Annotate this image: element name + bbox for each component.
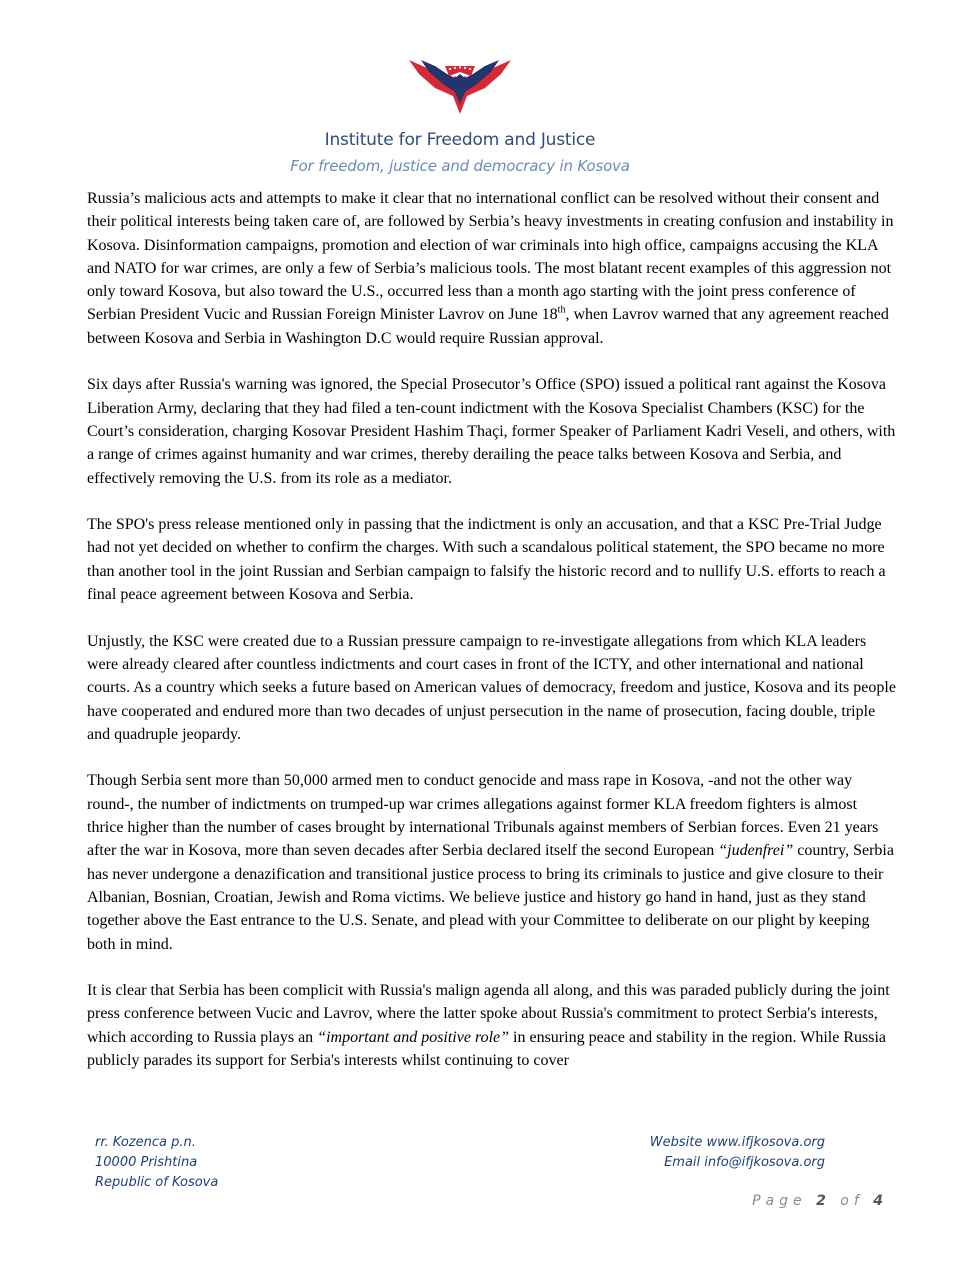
letter-body	[87, 187, 897, 1096]
paragraph-5	[87, 769, 897, 955]
page-current: 2	[816, 1193, 831, 1209]
paragraph-2: Six days after Russia's warning was ignored, the Special Prosecutor’s Office (SPO) issued a political rant against the Kosova Liberation Army, declaring that they had filed a ten-count indictment with the Kosova Specialist Chambers (KSC) for the Court’s consideration, charging Kosovar President Hashim Thaçi, former Speaker of Parliament Kadri Veseli, and others, with a range of crimes against humanity and war crimes, thereby derailing the peace talks between Kosova and Serbia, and effectively removing the U.S. from its role as a mediator.	[87, 376, 896, 487]
footer-address	[95, 1133, 218, 1193]
address-line-1: rr. Kozenca p.n.	[95, 1135, 196, 1150]
paragraph-5-quote: “judenfrei”	[718, 842, 794, 860]
paragraph-5-text-cont: country, Serbia has never undergone a denazification and transitional justice process to bring its criminals to justice and give closure to their Albanian, Bosnian, Croatian, Jewish and Roma victims. We believe justice and history go hand in hand, just as they stand together above the East entrance to the U.S. Senate, and plead with your Committee to deliberate on our plight by keeping both in mind.	[87, 842, 894, 953]
paragraph-3: The SPO's press release mentioned only in passing that the indictment is only an accusation, and that a KSC Pre-Trial Judge had not yet decided on whether to confirm the charges. With such a scandalous political statement, the SPO became no more than another tool in the joint Russian and Serbian campaign to falsify the historic record and to nullify U.S. efforts to reach a final peace agreement between Kosova and Serbia.	[87, 516, 886, 604]
paragraph-6-quote: “important and positive role”	[317, 1028, 510, 1046]
paragraph-6	[87, 979, 897, 1072]
paragraph-6-text: It is clear that Serbia has been complicit with Russia's malign agenda all along, and this was paraded publicly during the joint press conference between Vucic and Lavrov, where the latter spoke about Russia's commitment to protect Serbia's interests, which according to Russia plays an	[87, 982, 890, 1046]
paragraph-6-text-cont: in ensuring peace and stability in the region. While Russia publicly parades its support for Serbia's interests whilst continuing to cover	[87, 1028, 886, 1069]
footer-contact	[650, 1133, 825, 1173]
organization-name: Institute for Freedom and Justice	[324, 130, 596, 150]
paragraph-1-text: Russia’s malicious acts and attempts to make it clear that no international conflict can be resolved without their consent and their political interests being taken care of, are followed by Serbia’s heavy investments in creating confusion and instability in Kosova. Disinformation campaigns, promotion and election of war criminals into high office, campaigns accusing the KLA and NATO for war crimes, are only a few of Serbia’s malicious tools. The most blatant recent examples of this aggression not only toward Kosova, but also toward the U.S., occurred less than a month ago starting with the joint press conference of Serbian President Vucic and Russian Foreign Minister Lavrov on June 18	[87, 190, 894, 324]
organization-tagline: For freedom, justice and democracy in Kosova	[290, 157, 630, 175]
page-number	[752, 1193, 888, 1209]
paragraph-1	[87, 187, 897, 350]
paragraph-1-text-cont: , when Lavrov warned that any agreement reached between Kosova and Serbia in Washington D.C would require Russian approval.	[87, 306, 889, 347]
address-line-2: 10000 Prishtina	[95, 1155, 198, 1170]
page-total: 4	[873, 1193, 888, 1209]
website-link[interactable]: Website www.ifjkosova.org	[649, 1135, 825, 1150]
eagle-logo-icon	[405, 52, 515, 114]
ordinal-superscript: th	[557, 305, 566, 317]
email-link[interactable]: Email info@ifjkosova.org	[664, 1155, 825, 1170]
paragraph-5-text: Though Serbia sent more than 50,000 armed men to conduct genocide and mass rape in Kosova, -and not the other way round-, the number of indictments on trumped-up war crimes allegations against former KLA freedom fighters is almost thrice higher than the number of cases brought by international Tribunals against members of Serbian forces. Even 21 years after the war in Kosova, more than seven decades after Serbia declared itself the second European	[87, 772, 879, 860]
paragraph-4: Unjustly, the KSC were created due to a Russian pressure campaign to re-investigate allegations from which KLA leaders were already cleared after countless indictments and court cases in front of the ICTY, and other international and national courts. As a country which seeks a future based on American values of democracy, freedom and justice, Kosova and its people have cooperated and endured more than two decades of unjust persecution in the name of prosecution, facing double, triple and quadruple jeopardy.	[87, 632, 896, 743]
page-of: of	[840, 1193, 864, 1209]
address-line-3: Republic of Kosova	[95, 1175, 219, 1190]
page-word: Page	[752, 1193, 807, 1209]
